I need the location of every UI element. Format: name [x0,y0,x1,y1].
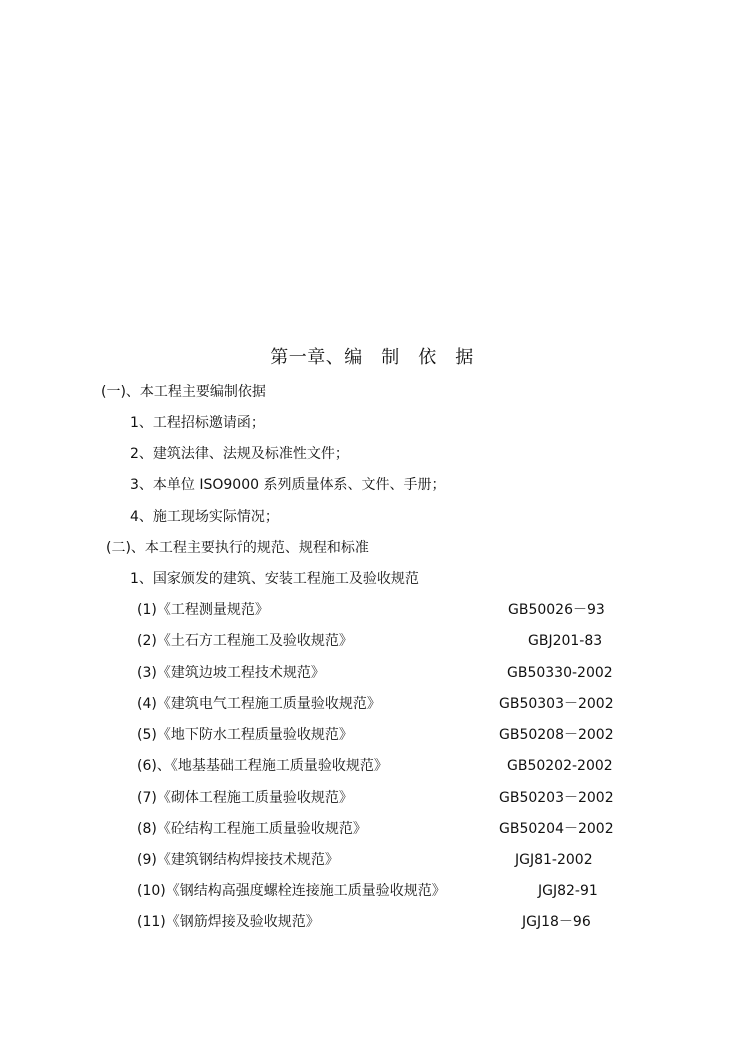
standard-code: GB50026－93 [508,602,605,618]
standard-code: GB50303－2002 [499,696,614,712]
standard-name: (11)《钢筋焊接及验收规范》 [137,914,320,930]
standard-name: (1)《工程测量规范》 [137,602,269,618]
basis-item-1: 1、工程招标邀请函； [130,415,265,431]
standard-code: GB50204－2002 [499,821,614,837]
standard-name: (2)《土石方工程施工及验收规范》 [137,633,353,649]
section-1-heading: (一)、本工程主要编制依据 [101,384,266,400]
standard-code: GBJ201-83 [528,633,603,649]
standard-name: (8)《砼结构工程施工质量验收规范》 [137,821,367,837]
standard-name: (4)《建筑电气工程施工质量验收规范》 [137,696,381,712]
standard-name: (10)《钢结构高强度螺栓连接施工质量验收规范》 [137,883,446,899]
standard-name: (3)《建筑边坡工程技术规范》 [137,665,325,681]
standard-code: GB50330-2002 [507,665,613,681]
standard-code: JGJ18－96 [522,914,591,930]
standard-name: (5)《地下防水工程质量验收规范》 [137,727,353,743]
standard-code: GB50208－2002 [499,727,614,743]
standard-name: (7)《砌体工程施工质量验收规范》 [137,790,353,806]
section-2-subheading: 1、国家颁发的建筑、安装工程施工及验收规范 [130,571,419,587]
chapter-title: 第一章、编 制 依 据 [270,347,474,368]
standard-name: (9)《建筑钢结构焊接技术规范》 [137,852,339,868]
standard-name: (6)、《地基基础工程施工质量验收规范》 [137,758,388,774]
standard-code: JGJ82-91 [538,883,598,899]
standard-code: JGJ81-2002 [515,852,593,868]
standard-code: GB50202-2002 [507,758,613,774]
basis-item-4: 4、施工现场实际情况； [130,509,279,525]
standard-code: GB50203－2002 [499,790,614,806]
basis-item-2: 2、建筑法律、法规及标准性文件； [130,446,349,462]
section-2-heading: (二)、本工程主要执行的规范、规程和标准 [106,540,369,556]
basis-item-3: 3、本单位 ISO9000 系列质量体系、文件、手册； [130,477,446,493]
